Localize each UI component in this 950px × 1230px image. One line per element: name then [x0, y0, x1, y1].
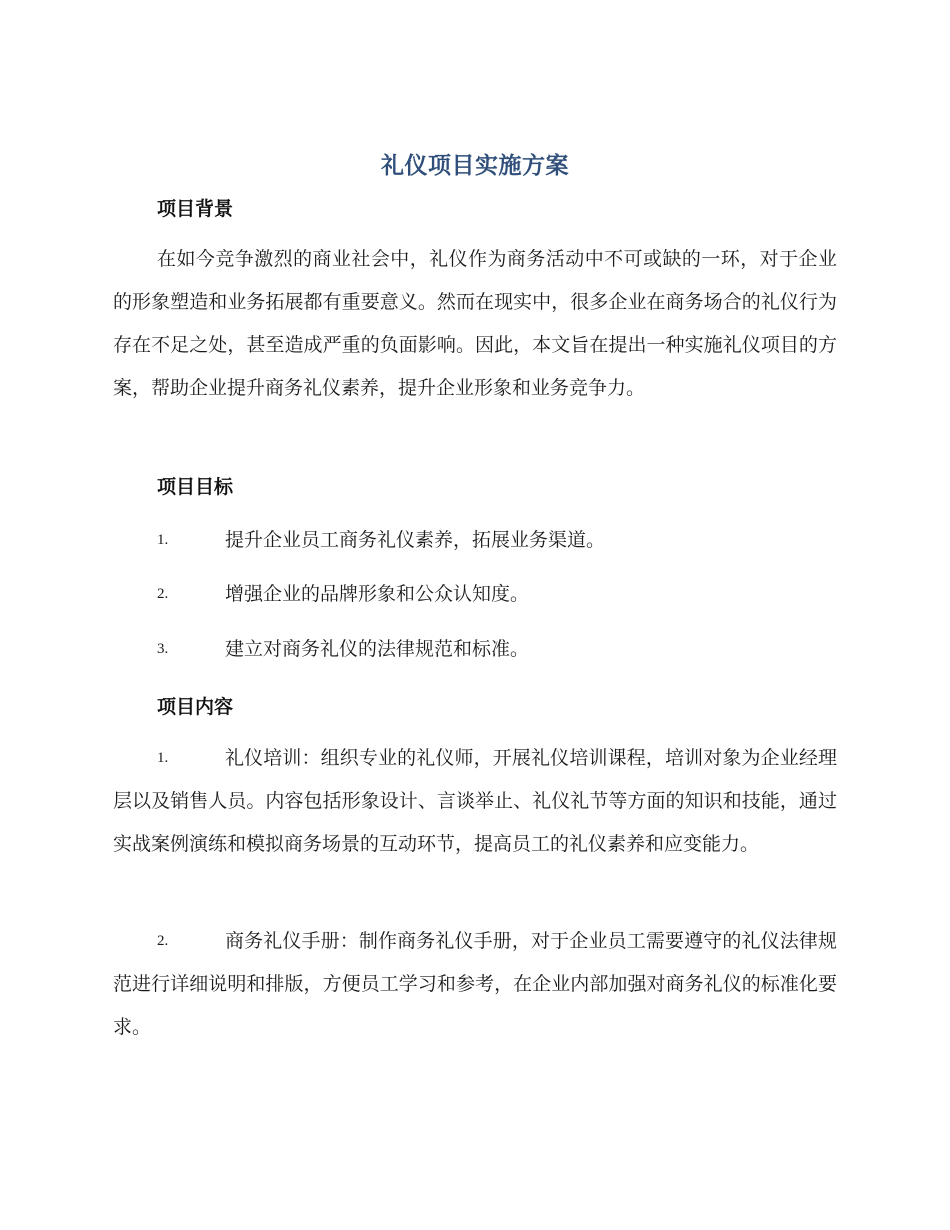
goal-list-item — [113, 573, 837, 616]
section-heading-background: 项目背景 — [157, 198, 234, 220]
list-number: 1. — [157, 750, 169, 766]
list-text: 礼仪培训：组织专业的礼仪师，开展礼仪培训课程，培训对象为企业经理层以及销售人员。内容包括形象设计、言谈举止、礼仪礼节等方面的知识和技能，通过实战案例演练和模拟商务场景的互动环节，提高员工的礼仪素养和应变能力。 — [113, 747, 837, 855]
section-heading-goals: 项目目标 — [157, 476, 234, 498]
document-title: 礼仪项目实施方案 — [381, 153, 569, 179]
background-paragraph: 在如今竞争激烈的商业社会中，礼仪作为商务活动中不可或缺的一环，对于企业的形象塑造和业务拓展都有重要意义。然而在现实中，很多企业在商务场合的礼仪行为存在不足之处，甚至造成严重的负面影响。因此，本文旨在提出一种实施礼仪项目的方案，帮助企业提升商务礼仪素养，提升企业形象和业务竞争力。 — [113, 248, 837, 399]
section-heading-content: 项目内容 — [157, 696, 234, 718]
list-number: 2. — [157, 586, 169, 602]
goal-list-item — [113, 628, 837, 671]
list-text: 建立对商务礼仪的法律规范和标准。 — [225, 638, 530, 660]
content-list-item — [113, 737, 837, 866]
list-number: 3. — [157, 641, 169, 657]
list-text: 商务礼仪手册：制作商务礼仪手册，对于企业员工需要遵守的礼仪法律规范进行详细说明和排版，方便员工学习和参考，在企业内部加强对商务礼仪的标准化要求。 — [113, 930, 837, 1038]
goal-list-item — [113, 519, 837, 562]
list-number: 1. — [157, 532, 169, 548]
list-text: 增强企业的品牌形象和公众认知度。 — [225, 583, 530, 605]
list-text: 提升企业员工商务礼仪素养，拓展业务渠道。 — [225, 529, 606, 551]
list-number: 2. — [157, 933, 169, 949]
content-list-item — [113, 920, 837, 1049]
